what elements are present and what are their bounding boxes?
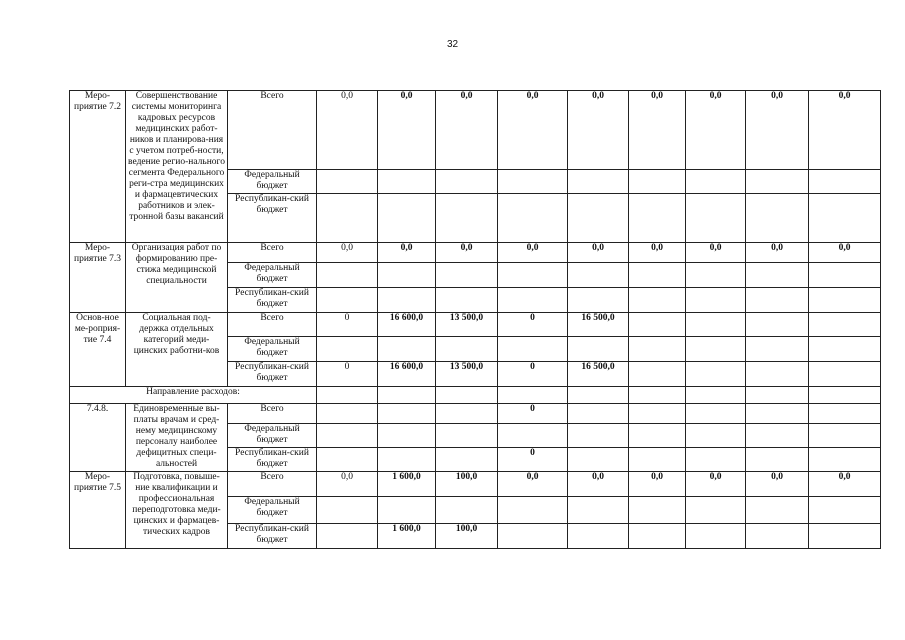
- measure-name: Совершенствование системы мониторинга кадровых ресурсов медицинских работ-ников и планирова-ния с учетом потреб-ности, ведение регио-нального сегмента Федерального реги-стра медицинских и фармацевтических работников и элек-тронной базы ваканcий: [126, 91, 228, 243]
- empty-cell: [317, 387, 378, 404]
- value-cell: 16 600,0: [378, 313, 436, 337]
- value-cell: 0,0: [436, 91, 498, 170]
- value-cell: 0,0: [568, 243, 629, 263]
- value-cell: [686, 288, 746, 313]
- measure-name: Организация работ по формированию пре-стижа медицинской специальности: [126, 243, 228, 313]
- value-cell: 0: [317, 362, 378, 387]
- value-cell: [498, 424, 568, 448]
- value-cell: [317, 194, 378, 243]
- value-cell: [317, 288, 378, 313]
- measure-name: Единовременные вы-платы врачам и сред-нему медицинскому персоналу наиболее дефицитных специ-альностей: [126, 404, 228, 472]
- value-cell: [436, 337, 498, 362]
- empty-cell: [629, 387, 686, 404]
- measure-code: Меро-приятие 7.3: [70, 243, 126, 313]
- value-cell: [317, 424, 378, 448]
- value-cell: [686, 337, 746, 362]
- value-cell: [809, 337, 881, 362]
- value-cell: [568, 170, 629, 194]
- value-cell: [746, 448, 809, 472]
- value-cell: 0,0: [568, 472, 629, 497]
- value-cell: [686, 362, 746, 387]
- value-cell: 0,0: [436, 243, 498, 263]
- value-cell: [317, 448, 378, 472]
- value-cell: [686, 448, 746, 472]
- measure-code: Меро-приятие 7.2: [70, 91, 126, 243]
- value-cell: [378, 194, 436, 243]
- value-cell: 0,0: [629, 243, 686, 263]
- budget-source-label: Республикан-ский бюджет: [228, 194, 317, 243]
- measure-code: 7.4.8.: [70, 404, 126, 472]
- value-cell: [317, 404, 378, 424]
- value-cell: 0,0: [629, 472, 686, 497]
- value-cell: [809, 404, 881, 424]
- value-cell: 0: [498, 313, 568, 337]
- budget-source-label: Республикан-ский бюджет: [228, 524, 317, 549]
- empty-cell: [746, 387, 809, 404]
- empty-cell: [568, 387, 629, 404]
- value-cell: 0,0: [378, 91, 436, 170]
- value-cell: 0,0: [686, 91, 746, 170]
- value-cell: [436, 424, 498, 448]
- value-cell: [568, 263, 629, 288]
- value-cell: 16 500,0: [568, 362, 629, 387]
- value-cell: 0,0: [746, 91, 809, 170]
- value-cell: [498, 263, 568, 288]
- empty-cell: [686, 387, 746, 404]
- value-cell: [629, 404, 686, 424]
- value-cell: [436, 194, 498, 243]
- value-cell: 16 500,0: [568, 313, 629, 337]
- value-cell: [568, 288, 629, 313]
- value-cell: 0,0: [629, 91, 686, 170]
- page-number: 32: [446, 39, 459, 50]
- table-row: [70, 313, 881, 337]
- value-cell: [568, 404, 629, 424]
- budget-source-label: Всего: [228, 243, 317, 263]
- value-cell: 0,0: [809, 91, 881, 170]
- value-cell: [498, 170, 568, 194]
- value-cell: [568, 497, 629, 524]
- value-cell: [629, 337, 686, 362]
- value-cell: 0: [317, 313, 378, 337]
- value-cell: [809, 424, 881, 448]
- table-row: [70, 243, 881, 263]
- table-row: [70, 472, 881, 497]
- value-cell: [436, 497, 498, 524]
- value-cell: 100,0: [436, 472, 498, 497]
- value-cell: [629, 288, 686, 313]
- value-cell: [686, 194, 746, 243]
- value-cell: [436, 404, 498, 424]
- value-cell: [746, 497, 809, 524]
- value-cell: [809, 170, 881, 194]
- budget-source-label: Федеральный бюджет: [228, 497, 317, 524]
- value-cell: [746, 524, 809, 549]
- value-cell: [686, 313, 746, 337]
- value-cell: [498, 288, 568, 313]
- budget-source-label: Всего: [228, 472, 317, 497]
- value-cell: [629, 524, 686, 549]
- value-cell: [809, 288, 881, 313]
- budget-source-label: Федеральный бюджет: [228, 263, 317, 288]
- value-cell: [746, 288, 809, 313]
- measure-code: Меро-приятие 7.5: [70, 472, 126, 549]
- value-cell: [378, 448, 436, 472]
- value-cell: [378, 337, 436, 362]
- value-cell: [378, 424, 436, 448]
- value-cell: 0,0: [317, 472, 378, 497]
- value-cell: [317, 497, 378, 524]
- empty-cell: [378, 387, 436, 404]
- value-cell: 0,0: [809, 472, 881, 497]
- value-cell: 13 500,0: [436, 313, 498, 337]
- value-cell: 0,0: [746, 243, 809, 263]
- value-cell: [686, 170, 746, 194]
- value-cell: [809, 313, 881, 337]
- value-cell: [498, 337, 568, 362]
- table-row: [70, 404, 881, 424]
- measure-name: Социальная под-держка отдельных категорий меди-цинских работни-ков: [126, 313, 228, 387]
- value-cell: [498, 524, 568, 549]
- value-cell: 0: [498, 448, 568, 472]
- value-cell: [809, 524, 881, 549]
- value-cell: 0,0: [498, 91, 568, 170]
- value-cell: 0: [498, 404, 568, 424]
- budget-table: [69, 90, 881, 549]
- value-cell: 0,0: [498, 243, 568, 263]
- table-row: [70, 91, 881, 170]
- value-cell: [809, 263, 881, 288]
- measure-name: Подготовка, повыше-ние квалификации и профессиональная переподготовка меди-цинских и фармацев-тических кадров: [126, 472, 228, 549]
- value-cell: [686, 424, 746, 448]
- budget-source-label: Республикан-ский бюджет: [228, 362, 317, 387]
- value-cell: [629, 194, 686, 243]
- value-cell: [686, 404, 746, 424]
- value-cell: [317, 170, 378, 194]
- value-cell: 16 600,0: [378, 362, 436, 387]
- value-cell: [746, 263, 809, 288]
- value-cell: 0: [498, 362, 568, 387]
- value-cell: [686, 263, 746, 288]
- value-cell: [809, 497, 881, 524]
- value-cell: [686, 524, 746, 549]
- value-cell: [317, 524, 378, 549]
- value-cell: [809, 194, 881, 243]
- value-cell: [746, 404, 809, 424]
- value-cell: [746, 313, 809, 337]
- budget-source-label: Республикан-ский бюджет: [228, 448, 317, 472]
- empty-cell: [436, 387, 498, 404]
- value-cell: [498, 194, 568, 243]
- empty-cell: [498, 387, 568, 404]
- value-cell: [378, 288, 436, 313]
- value-cell: [809, 448, 881, 472]
- value-cell: [498, 497, 568, 524]
- value-cell: 100,0: [436, 524, 498, 549]
- value-cell: [629, 424, 686, 448]
- value-cell: 0,0: [317, 91, 378, 170]
- value-cell: [629, 448, 686, 472]
- value-cell: [746, 424, 809, 448]
- value-cell: 0,0: [686, 472, 746, 497]
- value-cell: [378, 404, 436, 424]
- value-cell: 1 600,0: [378, 472, 436, 497]
- value-cell: [629, 497, 686, 524]
- value-cell: [568, 194, 629, 243]
- budget-source-label: Всего: [228, 91, 317, 170]
- budget-source-label: Федеральный бюджет: [228, 424, 317, 448]
- value-cell: [686, 497, 746, 524]
- value-cell: [568, 524, 629, 549]
- value-cell: [568, 337, 629, 362]
- budget-source-label: Всего: [228, 404, 317, 424]
- value-cell: [436, 288, 498, 313]
- value-cell: 0,0: [686, 243, 746, 263]
- value-cell: [436, 448, 498, 472]
- value-cell: 0,0: [317, 243, 378, 263]
- value-cell: [629, 313, 686, 337]
- value-cell: [378, 497, 436, 524]
- value-cell: [746, 194, 809, 243]
- value-cell: 0,0: [746, 472, 809, 497]
- value-cell: [378, 263, 436, 288]
- budget-source-label: Федеральный бюджет: [228, 170, 317, 194]
- value-cell: 13 500,0: [436, 362, 498, 387]
- value-cell: [629, 263, 686, 288]
- value-cell: 1 600,0: [378, 524, 436, 549]
- value-cell: [378, 170, 436, 194]
- budget-source-label: Федеральный бюджет: [228, 337, 317, 362]
- direction-label: Направление расходов:: [70, 387, 317, 404]
- value-cell: [746, 337, 809, 362]
- value-cell: [436, 170, 498, 194]
- empty-cell: [809, 387, 881, 404]
- value-cell: [629, 170, 686, 194]
- value-cell: [317, 263, 378, 288]
- value-cell: 0,0: [378, 243, 436, 263]
- value-cell: [568, 424, 629, 448]
- measure-code: Основ-ное ме-роприя-тие 7.4: [70, 313, 126, 387]
- value-cell: 0,0: [568, 91, 629, 170]
- budget-source-label: Республикан-ский бюджет: [228, 288, 317, 313]
- value-cell: 0,0: [809, 243, 881, 263]
- value-cell: 0,0: [498, 472, 568, 497]
- value-cell: [568, 448, 629, 472]
- value-cell: [809, 362, 881, 387]
- value-cell: [629, 362, 686, 387]
- budget-source-label: Всего: [228, 313, 317, 337]
- value-cell: [317, 337, 378, 362]
- value-cell: [746, 170, 809, 194]
- value-cell: [436, 263, 498, 288]
- value-cell: [746, 362, 809, 387]
